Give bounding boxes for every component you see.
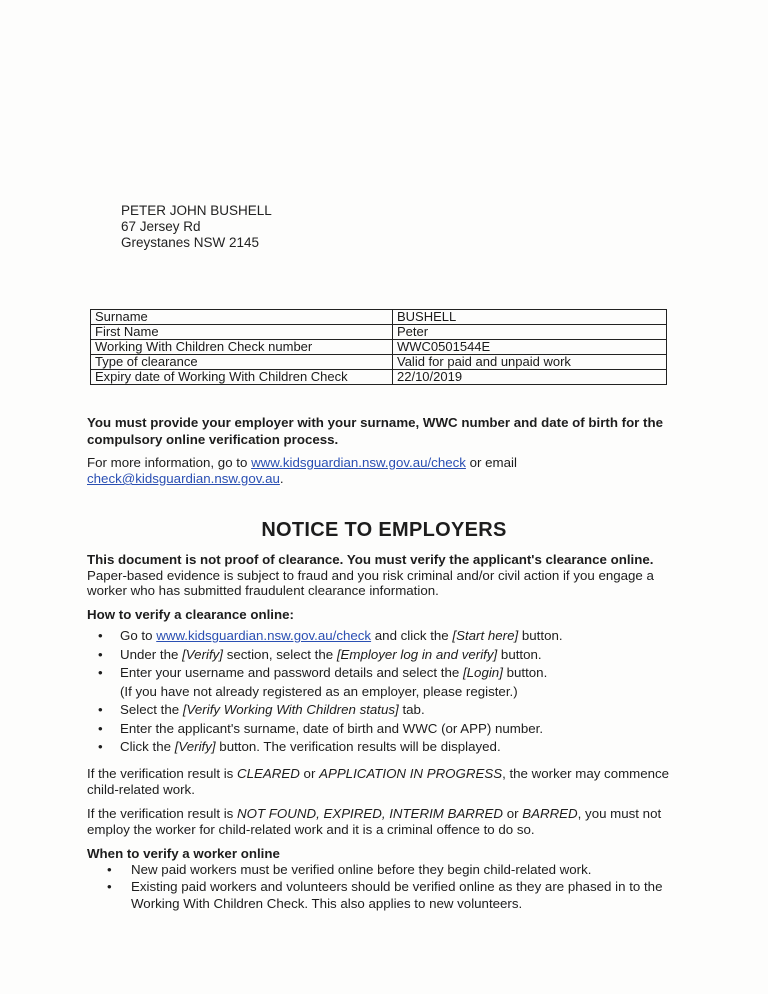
table-row	[91, 340, 667, 355]
bullet-icon: •	[98, 665, 103, 680]
list-item: • Enter your username and password details and select the [Login] button. (If you have not already registered as an employer, please register.)	[87, 664, 677, 701]
list-item: • Go to www.kidsguardian.nsw.gov.au/check and click the [Start here] button.	[87, 627, 677, 646]
row-label: Surname	[91, 310, 393, 325]
table-row	[91, 355, 667, 370]
list-item: • New paid workers must be verified online before they begin child-related work.	[107, 862, 592, 877]
list-item: • Under the [Verify] section, select the [Employer log in and verify] button.	[87, 646, 677, 665]
bullet-icon: •	[98, 628, 103, 643]
lead-bold-text: This document is not proof of clearance. You must verify the applicant's clearance online.	[87, 552, 654, 567]
list-item: • Select the [Verify Working With Children status] tab.	[87, 701, 677, 720]
list-item: • Enter the applicant's surname, date of birth and WWC (or APP) number.	[87, 720, 677, 739]
when-heading: When to verify a worker online	[87, 846, 280, 861]
register-note: (If you have not already registered as an employer, please register.)	[120, 683, 518, 699]
employer-lead-paragraph	[87, 552, 687, 599]
row-label: First Name	[91, 325, 393, 340]
list-item: • Existing paid workers and volunteers should be verified online as they are phased in to the Working With Children Check. This also applies to new volunteers.	[107, 879, 663, 911]
bullet-icon: •	[98, 646, 103, 662]
check-email-link[interactable]: check@kidsguardian.nsw.gov.au	[87, 471, 280, 486]
howto-heading: How to verify a clearance online:	[87, 607, 294, 622]
table-row	[91, 325, 667, 340]
kidsguardian-check-link[interactable]: www.kidsguardian.nsw.gov.au/check	[251, 455, 466, 470]
bullet-icon: •	[98, 720, 103, 736]
lead-text: Paper-based evidence is subject to fraud and you risk criminal and/or civil action if you engage a worker who has submitted fraudulent clearance information.	[87, 567, 654, 598]
row-value: 22/10/2019	[393, 370, 667, 385]
more-info-paragraph: For more information, go to www.kidsguardian.nsw.gov.au/check or email check@kidsguardian.nsw.gov.au.	[87, 455, 517, 486]
row-value: Peter	[393, 325, 667, 340]
bullet-icon: •	[107, 862, 112, 877]
recipient-address	[121, 203, 272, 251]
row-label: Type of clearance	[91, 355, 393, 370]
barred-result-paragraph: If the verification result is NOT FOUND, EXPIRED, INTERIM BARRED or BARRED, you must not employ the worker for child-related work and it is a criminal offence to do so.	[87, 806, 662, 837]
row-value: Valid for paid and unpaid work	[393, 355, 667, 370]
bullet-icon: •	[107, 879, 112, 894]
kidsguardian-check-link-2[interactable]: www.kidsguardian.nsw.gov.au/check	[156, 628, 372, 643]
verification-requirement: You must provide your employer with your surname, WWC number and date of birth for the compulsory online verification process.	[87, 415, 663, 447]
list-item: • Click the [Verify] button. The verification results will be displayed.	[87, 738, 677, 757]
table-row	[91, 370, 667, 385]
when-to-verify-list	[87, 861, 687, 912]
cleared-result-paragraph: If the verification result is CLEARED or APPLICATION IN PROGRESS, the worker may commence child-related work.	[87, 766, 670, 797]
clearance-details-table	[90, 309, 667, 385]
bullet-icon: •	[98, 739, 103, 754]
page-title: NOTICE TO EMPLOYERS	[261, 519, 507, 541]
row-label: Working With Children Check number	[91, 340, 393, 355]
recipient-street: 67 Jersey Rd	[121, 219, 201, 234]
table-row	[91, 310, 667, 325]
row-label: Expiry date of Working With Children Check	[91, 370, 393, 385]
row-value: BUSHELL	[393, 310, 667, 325]
recipient-name: PETER JOHN BUSHELL	[121, 203, 272, 218]
recipient-suburb: Greystanes NSW 2145	[121, 235, 260, 250]
row-value: WWC0501544E	[393, 340, 667, 355]
verification-steps	[87, 627, 677, 757]
bullet-icon: •	[98, 702, 103, 717]
